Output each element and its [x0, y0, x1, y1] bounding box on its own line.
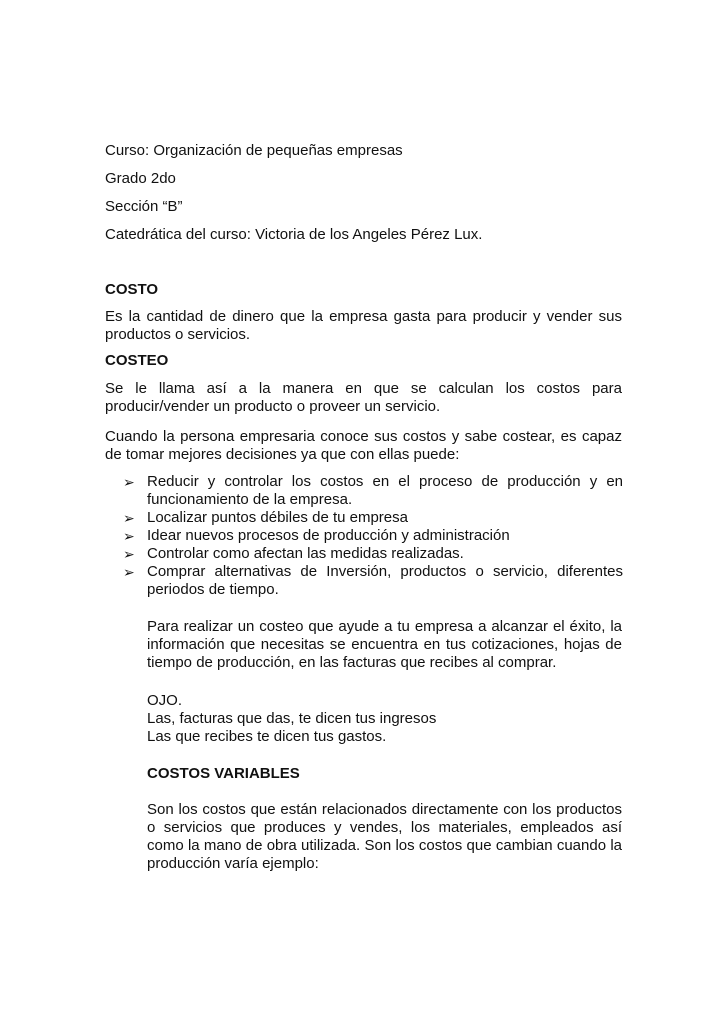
seccion-line: Sección “B” — [105, 198, 183, 215]
benefits-list — [123, 473, 623, 599]
costeo-info-paragraph: Para realizar un costeo que ayude a tu empresa a alcanzar el éxito, la información que necesitas se encuentra en tus cotizaciones, hojas de tiempo de producción, en las facturas que recibes al comprar. — [147, 618, 622, 671]
costos-variables-definition: Son los costos que están relacionados directamente con los productos o servicios que produces y vendes, los materiales, empleados así como la mano de obra utilizada. Son los costos que cambian cuando la producción varía ejemplo: — [147, 801, 622, 872]
list-item: ➢ Localizar puntos débiles de tu empresa — [123, 509, 408, 526]
arrowhead-bullet-icon: ➢ — [123, 510, 135, 526]
ojo-line-ingresos: Las, facturas que das, te dicen tus ingresos — [147, 710, 437, 727]
arrowhead-bullet-icon: ➢ — [123, 546, 135, 562]
costeo-heading: COSTEO — [105, 352, 169, 369]
list-item: ➢ Comprar alternativas de Inversión, productos o servicio, diferentes periodos de tiempo. — [123, 563, 623, 598]
ojo-line-gastos: Las que recibes te dicen tus gastos. — [147, 728, 387, 745]
curso-line: Curso: Organización de pequeñas empresas — [105, 142, 403, 159]
ojo-label: OJO. — [147, 692, 183, 709]
costeo-intro: Cuando la persona empresaria conoce sus costos y sabe costear, es capaz de tomar mejores decisiones ya que con ellas puede: — [105, 428, 622, 463]
list-item: ➢ Controlar como afectan las medidas realizadas. — [123, 545, 464, 562]
grado-line: Grado 2do — [105, 170, 176, 187]
arrowhead-bullet-icon: ➢ — [123, 474, 135, 490]
costos-variables-heading: COSTOS VARIABLES — [147, 765, 300, 782]
arrowhead-bullet-icon: ➢ — [123, 564, 135, 580]
catedratica-line: Catedrática del curso: Victoria de los Angeles Pérez Lux. — [105, 226, 483, 243]
arrowhead-bullet-icon: ➢ — [123, 528, 135, 544]
list-item: ➢ Reducir y controlar los costos en el proceso de producción y en funcionamiento de la empresa. — [123, 473, 623, 508]
costo-definition: Es la cantidad de dinero que la empresa gasta para producir y vender sus productos o servicios. — [105, 308, 622, 343]
list-item: ➢ Idear nuevos procesos de producción y administración — [123, 527, 510, 544]
costo-heading: COSTO — [105, 281, 159, 298]
costeo-definition: Se le llama así a la manera en que se calculan los costos para producir/vender un producto o proveer un servicio. — [105, 380, 622, 415]
